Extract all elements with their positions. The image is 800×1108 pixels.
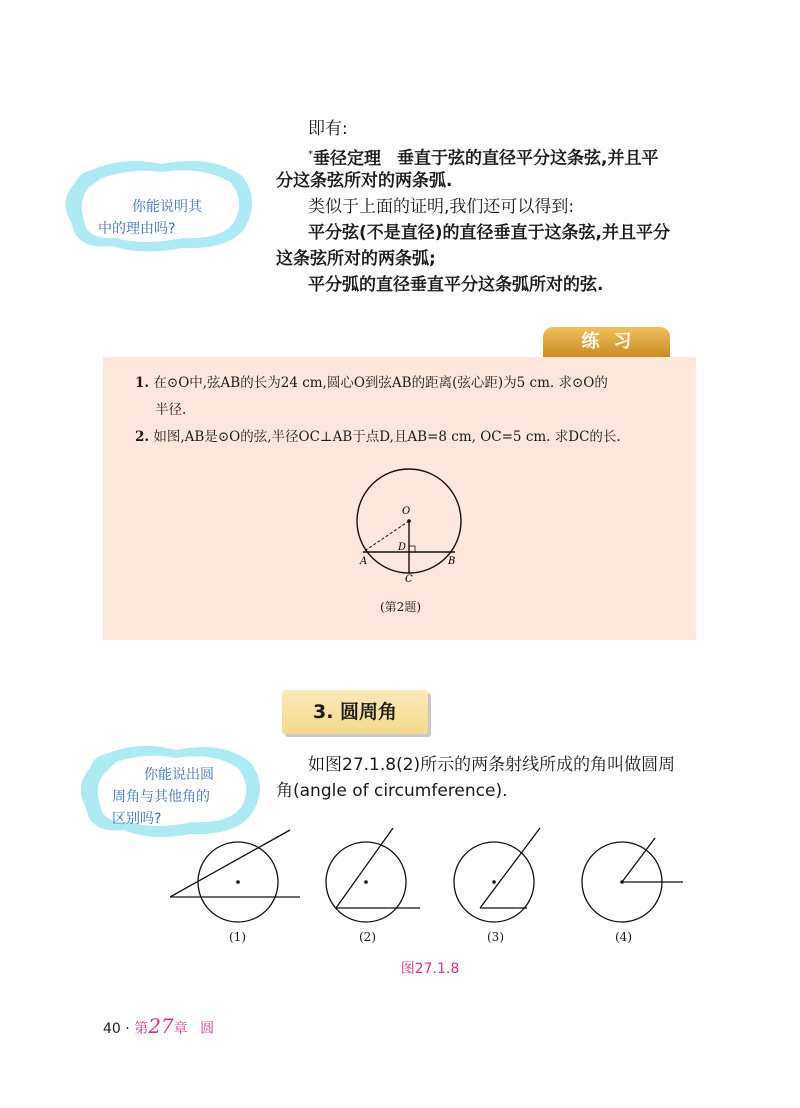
cloud-bottom-text: [112, 764, 214, 830]
cloud-top-line-2: 中的理由吗?: [98, 221, 176, 237]
similar-line: 类似于上面的证明,我们还可以得到:: [308, 197, 575, 217]
label-b: B: [448, 556, 456, 567]
question-2-number: 2.: [135, 429, 150, 445]
cloud-top-text: [98, 196, 202, 240]
figure-caption: 图27.1.8: [400, 961, 460, 977]
question-2-line-1: [135, 427, 621, 447]
right-angle-mark: [409, 546, 415, 552]
exercise-figure-caption: (第2题): [380, 600, 421, 614]
section-para-line-2: 角(angle of circumference).: [276, 781, 508, 801]
cloud-top-line-1: 你能说明其: [132, 199, 202, 215]
cloud-bottom-line-2: 周角与其他角的: [112, 789, 210, 805]
figure-label-1: (1): [229, 930, 246, 944]
intro-line-1: 即有:: [308, 119, 348, 139]
figure-panel-1: [170, 830, 300, 922]
cloud-bottom-line-3: 区别吗?: [112, 811, 162, 827]
chapter-suffix: 章: [173, 1021, 188, 1037]
label-a: A: [360, 556, 368, 567]
question-2-text: 如图,AB是⊙O的弦,半径OC⊥AB于点D,且AB=8 cm, OC=5 cm. 求DC的长.: [153, 429, 621, 445]
theorem-star: *: [308, 149, 313, 160]
corollary-1-line-1: 平分弦(不是直径)的直径垂直于这条弦,并且平分: [308, 223, 670, 243]
label-o: O: [402, 506, 411, 517]
theorem-name: 垂径定理: [313, 148, 381, 169]
figure-label-4: (4): [615, 930, 632, 944]
question-1-text: 在⊙O中,弦AB的长为24 cm,圆心O到弦AB的距离(弦心距)为5 cm. 求⊙O的: [153, 375, 608, 391]
label-c: C: [405, 574, 413, 585]
question-1-line-2: 半径.: [155, 402, 187, 418]
corollary-1-line-2: 这条弦所对的两条弧;: [276, 249, 436, 269]
figure-panel-2: [326, 828, 420, 922]
page-number: 40: [103, 1021, 121, 1037]
figure-label-2: (2): [359, 930, 376, 944]
figure-panel-4: [582, 838, 683, 922]
practice-tab: 练习: [543, 327, 670, 357]
theorem-line-2: 分这条弦所对的两条弧.: [276, 171, 453, 191]
figure-label-3: (3): [487, 930, 504, 944]
chapter-number: 27: [148, 1014, 174, 1038]
theorem-text-1: 垂直于弦的直径平分这条弦,并且平: [397, 148, 659, 169]
corollary-2: 平分弧的直径垂直平分这条弧所对的弦.: [308, 275, 604, 295]
figure-panel-3: [454, 828, 540, 922]
section-para-line-1: 如图27.1.8(2)所示的两条射线所成的角叫做圆周: [308, 755, 676, 775]
cloud-bottom-line-1: 你能说出圆: [144, 767, 214, 783]
chapter-prefix: 第: [134, 1021, 149, 1037]
page-footer: [103, 1014, 214, 1038]
center-dot: [407, 519, 411, 523]
question-1-number: 1.: [135, 375, 150, 391]
exercise-figure: [340, 468, 480, 588]
section-title: 3. 圆周角: [282, 690, 428, 734]
chapter-name: 圆: [200, 1021, 215, 1037]
footer-dot: ·: [125, 1021, 130, 1037]
label-d: D: [398, 542, 407, 553]
question-1-line-1: [135, 373, 608, 393]
